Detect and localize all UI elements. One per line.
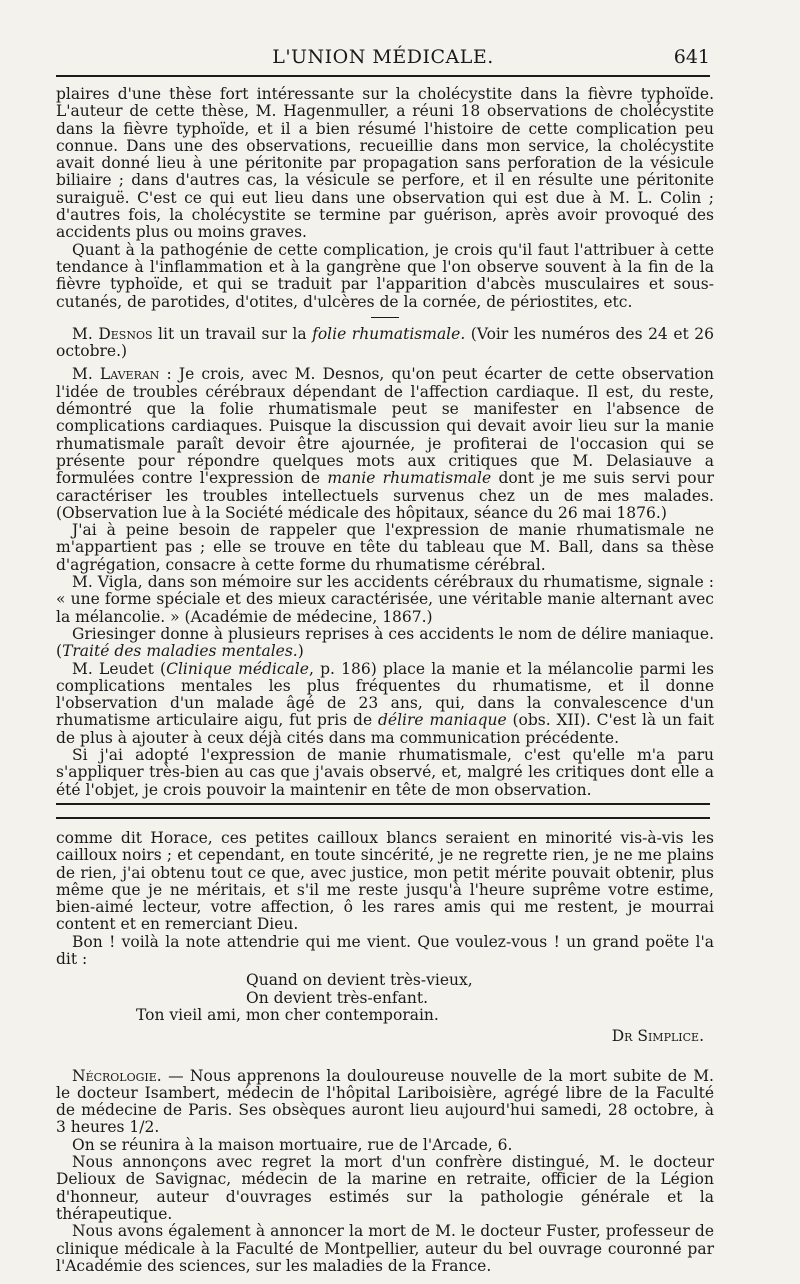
delioux-paragraph: Nous annonçons avec regret la mort d'un confrère distingué, M. le docteur Delioux de Savignac, médecin de la marine en retraite, officier de la Légion d'honneur, auteur d'ouvrages estimés sur la pathologie générale et la thérapeutique. <box>56 1153 714 1223</box>
funeral-paragraph: On se réunira à la maison mortuaire, rue de l'Arcade, 6. <box>72 1135 513 1154</box>
text-run: dont je me suis servi pour caractériser les troubles intellectuels survenus chez un de mes malades. (Observation lue à la Société médicale des hôpitaux, séance du 26 mai 1876.) <box>56 469 714 522</box>
griesinger-paragraph <box>56 626 714 661</box>
italic-term: manie rhumatismale <box>327 469 492 488</box>
page-header <box>56 40 710 72</box>
cholecystite-paragraph: plaires d'une thèse fort intéressante sur la cholécystite dans la fièvre typhoïde. L'auteur de cette thèse, M. Hagenmuller, a réuni 18 observations de cholécystite dans la fièvre typhoïde, et il a bien résumé l'histoire de cette complication peu connue. Dans une des observations, recueillie dans mon service, la cholécystite avait donné lieu à une péritonite par propagation sans perforation de la vésicule biliaire ; dans d'autres cas, la vésicule se perfore, et il en résulte une péritonite suraiguë. C'est ce qui eut lieu dans une observation qui est due à M. L. Colin ; d'autres fois, la cholécystite se termine par guérison, après avoir provoqué des accidents plus ou moins graves. <box>56 85 714 242</box>
verse-line: On devient très-enfant. <box>246 988 429 1007</box>
vigla-paragraph: M. Vigla, dans son mémoire sur les accidents cérébraux du rhumatisme, signale : « une forme spéciale et des mieux caractérisée, une véritable manie alternant avec la mélancolie. » (Académie de médecine, 1867.) <box>56 573 714 626</box>
page-number: 641 <box>673 46 710 68</box>
header-rule <box>56 75 710 77</box>
italic-title: folie rhumatismale. <box>312 324 466 343</box>
feuilleton-column <box>56 830 714 1275</box>
necrologie-paragraph <box>56 1068 714 1137</box>
running-title: L'UNION MÉDICALE. <box>272 46 494 68</box>
laveran-paragraph <box>56 366 714 522</box>
text-run: — Nous apprenons la douloureuse nouvelle de la mort subite de M. le docteur Isambert, médecin de l'hôpital Lariboisière, agrégé libre de la Faculté de médecine de Paris. Ses obsèques auront lieu aujourd'hui samedi, 28 octobre, à 3 heures 1/2. <box>56 1066 714 1137</box>
spacer <box>56 1046 714 1068</box>
verse-line: Ton vieil ami, mon cher contemporain. <box>136 1005 439 1024</box>
horace-paragraph: comme dit Horace, ces petites cailloux blancs seraient en minorité vis-à-vis les cailloux noirs ; et cependant, en toute sincérité, je ne regrette rien, je ne me plains de rien, j'ai obtenu tout ce que, avec justice, mon petit mérite pouvait obtenir, plus même que je ne méritais, et s'il me reste jusqu'à l'heure suprême votre estime, bien-aimé lecteur, votre affection, ô les rares amis qui me restent, je mourrai content et en remerciant Dieu. <box>56 829 714 934</box>
upper-column <box>56 86 714 799</box>
text-run: M. Leudet ( <box>72 659 167 678</box>
section-divider-top <box>56 803 710 805</box>
text-run: ) <box>297 642 304 661</box>
desnos-paragraph <box>56 326 714 361</box>
text-run: (Voir les numéros des 24 et 26 octobre.) <box>56 324 714 361</box>
text-run: (obs. XII). C'est là un fait de plus à ajouter à ceux déjà cités dans ma communication précédente. <box>56 711 714 747</box>
text-run: Griesinger donne à plusieurs reprises à ces accidents le nom de délire maniaque. ( <box>56 624 714 661</box>
speaker-name: M. Laveran <box>72 365 160 384</box>
ball-paragraph: J'ai à peine besoin de rappeler que l'expression de manie rhumatismale ne m'appartient pas ; elle se trouve en tête du tableau que M. Ball, dans sa thèse d'agrégation, consacre à cette forme du rhumatisme cérébral. <box>56 521 714 574</box>
section-label: Nécrologie. <box>72 1066 162 1085</box>
italic-title: Traité des maladies mentales. <box>62 642 298 661</box>
verse-block <box>56 972 714 1024</box>
short-separator <box>371 317 399 318</box>
italic-title: Clinique médicale <box>166 659 309 678</box>
section-divider-bottom <box>56 817 710 819</box>
fuster-paragraph: Nous avons également à annoncer la mort de M. le docteur Fuster, professeur de clinique médicale à la Faculté de Montpellier, auteur du bel ouvrage couronné par l'Académie des sciences, sur les maladies de la France. <box>56 1222 714 1275</box>
text-run: : Je crois, avec M. Desnos, qu'on peut écarter de cette observation l'idée de troubles cérébraux dépendant de l'affection cardiaque. Il est, du reste, démontré que la folie rhumatismale peut se manifester en l'absence de complications cardiaques. Puisque la discussion qui devait avoir lieu sur la manie rhumatismale paraît devoir être ajournée, je profiterai de l'occasion qui se présente pour répondre quelques mots aux critiques que M. Delasiauve a formulées contre l'expression de <box>56 365 714 488</box>
signature: Dr Simplice. <box>611 1027 704 1046</box>
text-run: lit un travail sur la <box>152 324 313 343</box>
italic-term: délire maniaque <box>378 711 507 730</box>
text-run: , p. 186) place la manie et la mélancolie parmi les complications mentales les plus fréquentes du rhumatisme, et il donne l'observation d'un malade âgé de 23 ans, qui, dans la convalescence d'un rhumatisme articulaire aigu, fut pris de <box>56 659 714 730</box>
poet-paragraph: Bon ! voilà la note attendrie qui me vient. Que voulez-vous ! un grand poëte l'a dit : <box>56 932 714 969</box>
verse-line: Quand on devient très-vieux, <box>246 971 473 990</box>
closing-paragraph: Si j'ai adopté l'expression de manie rhumatismale, c'est qu'elle m'a paru s'appliquer très-bien au cas que j'avais observé, et, malgré les critiques dont elle a été l'objet, je crois pouvoir la maintenir en tête de mon observation. <box>56 745 714 799</box>
pathogenie-paragraph: Quant à la pathogénie de cette complication, je crois qu'il faut l'attribuer à cette tendance à l'inflammation et à la gangrène que l'on observe souvent à la fin de la fièvre typhoïde, et qui se traduit par l'apparition d'abcès musculaires et sous-cutanés, de parotides, d'otites, d'ulcères de la cornée, de périostites, etc. <box>56 240 714 311</box>
leudet-paragraph <box>56 661 714 747</box>
speaker-name: M. Desnos <box>72 324 153 343</box>
